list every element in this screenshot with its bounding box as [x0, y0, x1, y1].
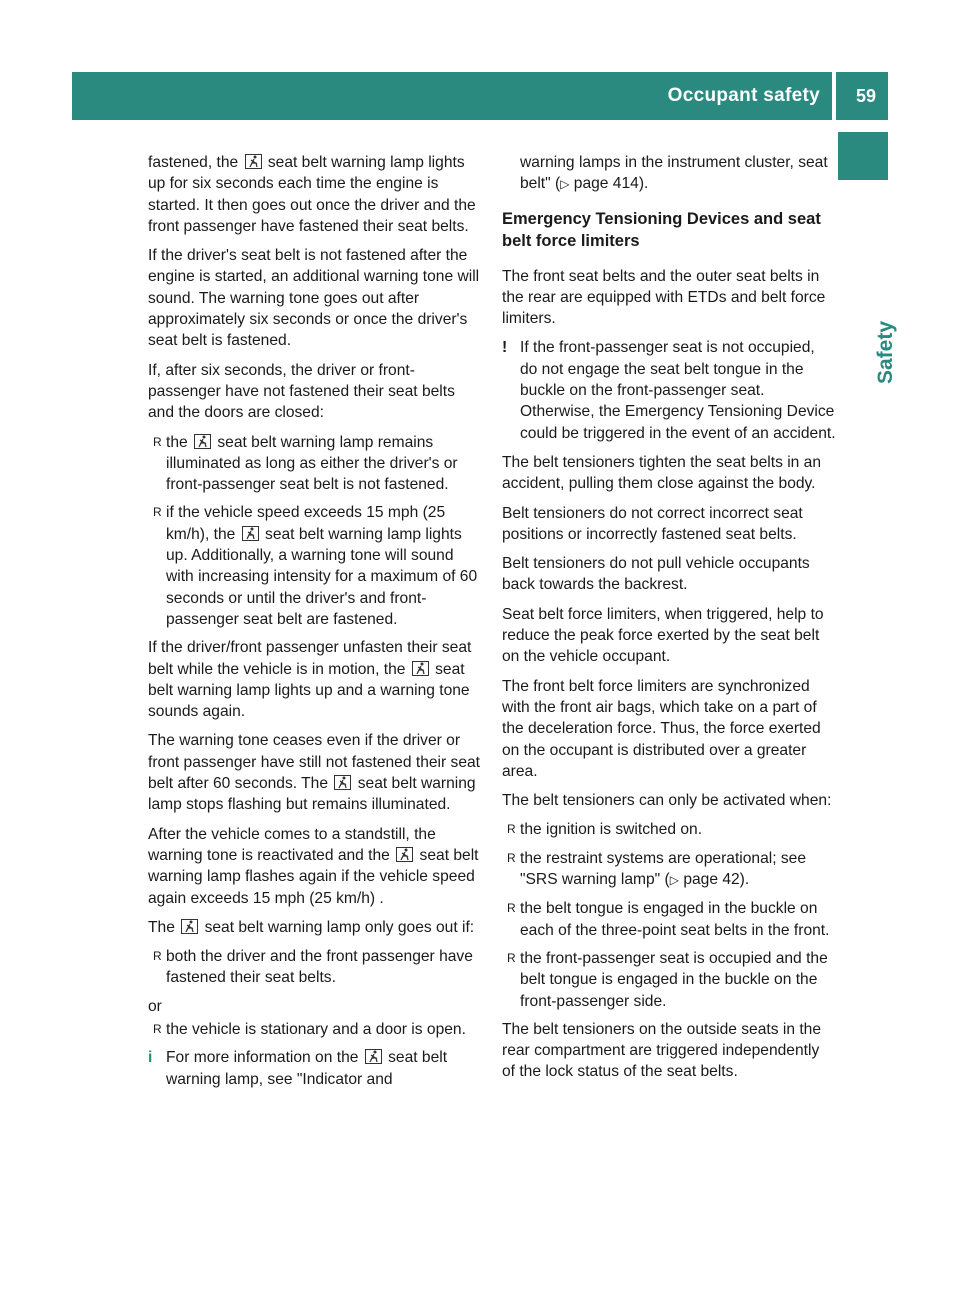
- header-divider: [832, 72, 836, 120]
- paragraph: Belt tensioners do not correct incorrect seat positions or incorrectly fastened seat belts.: [502, 504, 803, 543]
- list-item: R the ignition is switched on.: [502, 819, 836, 840]
- chapter-tab-label: Safety: [874, 320, 897, 384]
- chapter-tab: [838, 120, 897, 384]
- bullet-marker: R: [153, 505, 162, 520]
- page-reference-link[interactable]: page 414).: [573, 175, 649, 193]
- seat-belt-warning-icon: [242, 526, 259, 541]
- paragraph: If the driver's seat belt is not fastened after the engine is started, an additional warning tone will sound. The warning tone goes out after approximately six seconds or once the driver's seat belt is fastened.: [148, 247, 480, 350]
- paragraph: fastened, the seat belt warning lamp lights up for six seconds each time the engine is started. It then goes out once the driver and the front passenger have fastened their seat belts.: [148, 154, 476, 235]
- seat-belt-warning-icon: [396, 847, 413, 862]
- paragraph: If the driver/front passenger unfasten their seat belt while the vehicle is in motion, the seat belt warning lamp lights up and a warning tone sounds again.: [148, 639, 472, 721]
- page-number: 59: [855, 86, 876, 106]
- paragraph: The seat belt warning lamp only goes out if:: [148, 918, 475, 936]
- list-item: R the front-passenger seat is occupied and the belt tongue is engaged in the buckle on the front-passenger side.: [507, 949, 828, 1010]
- list-item: R the vehicle is stationary and a door is open.: [148, 1019, 482, 1040]
- bullet-marker: R: [507, 901, 516, 916]
- list-item: R the restraint systems are operational; see "SRS warning lamp" (▷ page 42).: [507, 849, 807, 889]
- seat-belt-warning-icon: [194, 434, 211, 449]
- page-ref-arrow-icon: ▷: [560, 177, 570, 192]
- bullet-marker: R: [153, 1021, 162, 1036]
- paragraph: The belt tensioners can only be activated when:: [502, 792, 832, 810]
- or-separator: or: [148, 997, 162, 1015]
- list-item: R both the driver and the front passenger have fastened their seat belts.: [153, 948, 473, 987]
- page-header-bar: [72, 72, 888, 120]
- right-column: [502, 152, 836, 1091]
- page-reference-link[interactable]: page 42).: [683, 871, 750, 889]
- bullet-marker: R: [153, 949, 162, 964]
- paragraph: The belt tensioners on the outside seats in the rear compartment are triggered independently of the lock status of the seat belts.: [502, 1020, 822, 1081]
- list-item: R if the vehicle speed exceeds 15 mph (25 km/h), the seat belt warning lamp lights up. Additionally, a warning tone will sound with increasing intensity for a maximum of 60 seconds or until the driver's and front-passenger seat belt are fastened.: [153, 504, 478, 628]
- paragraph: Belt tensioners do not pull vehicle occupants back towards the backrest.: [502, 555, 810, 594]
- section-title: Occupant safety: [667, 85, 820, 106]
- paragraph: After the vehicle comes to a standstill, the warning tone is reactivated and the seat belt warning lamp flashes again if the vehicle speed again exceeds 15 mph (25 km/h) .: [148, 825, 479, 907]
- list-item: R the belt tongue is engaged in the buckle on each of the three-point seat belts in the front.: [507, 900, 830, 939]
- list-item: R the seat belt warning lamp remains illuminated as long as either the driver's or front-passenger seat belt is not fastened.: [153, 433, 458, 494]
- info-note: i For more information on the seat belt warning lamp, see "Indicator and: [148, 1049, 448, 1088]
- paragraph: The belt tensioners tighten the seat belts in an accident, pulling them close against the body.: [502, 453, 822, 493]
- section-heading: Emergency Tensioning Devices and seat belt force limiters: [502, 209, 821, 250]
- warning-note: ! If the front-passenger seat is not occupied, do not engage the seat belt tongue in the buckle on the front-passenger seat. Otherwise, the Emergency Tensioning Device could be triggered in the event of an accident.: [502, 339, 836, 442]
- seat-belt-warning-icon: [365, 1049, 382, 1064]
- paragraph: The front seat belts and the outer seat belts in the rear are equipped with ETDs and belt force limiters.: [502, 267, 826, 328]
- info-icon: i: [148, 1049, 153, 1067]
- bullet-marker: R: [507, 850, 516, 865]
- bullet-marker: R: [507, 950, 516, 965]
- bullet-marker: R: [507, 822, 516, 837]
- chapter-tab-marker: [838, 132, 888, 180]
- left-column: [148, 152, 482, 1098]
- seat-belt-warning-icon: [245, 154, 262, 169]
- paragraph: The warning tone ceases even if the driver or front passenger have still not fastened their seat belt after 60 seconds. The seat belt warning lamp stops flashing but remains illuminated.: [148, 732, 480, 814]
- seat-belt-warning-icon: [181, 919, 198, 934]
- page-ref-arrow-icon: ▷: [669, 873, 679, 888]
- seat-belt-warning-icon: [412, 661, 429, 676]
- paragraph: Seat belt force limiters, when triggered, help to reduce the peak force exerted by the seat belt on the vehicle occupant.: [502, 605, 824, 666]
- paragraph: The front belt force limiters are synchronized with the front air bags, which take on a part of the deceleration force. Thus, the force exerted on the occupant is distributed over a greater area.: [502, 677, 821, 780]
- paragraph: If, after six seconds, the driver or front-passenger have not fastened their seat belts and the doors are closed:: [148, 361, 455, 422]
- bullet-marker: R: [153, 434, 162, 449]
- info-note-continued: warning lamps in the instrument cluster, seat belt" (▷ page 414).: [520, 154, 828, 193]
- warning-icon: !: [502, 339, 508, 357]
- seat-belt-warning-icon: [334, 775, 351, 790]
